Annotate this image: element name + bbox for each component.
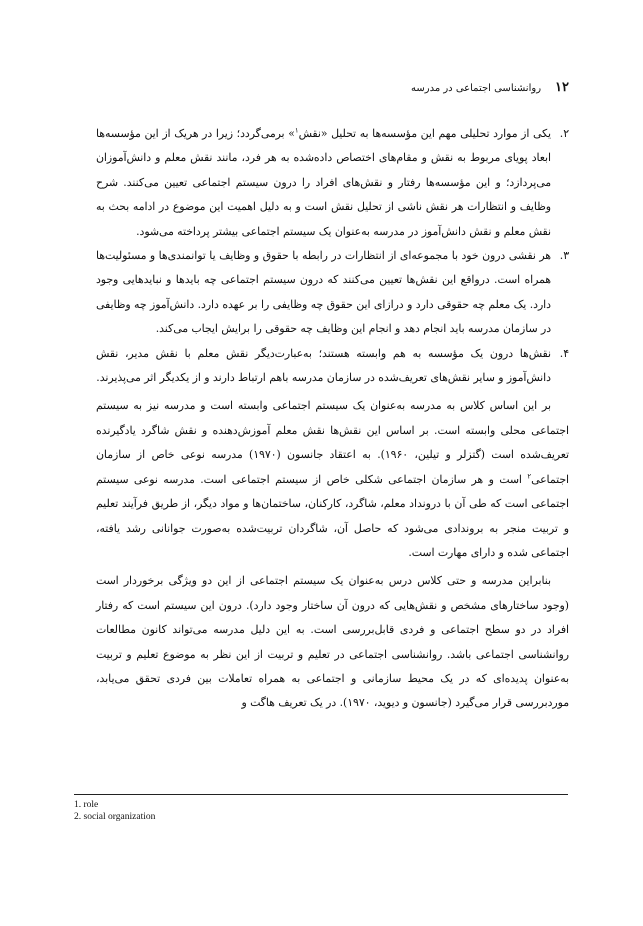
page-number: ۱۲ [555,80,569,95]
paragraph-text-cont: است و هر سازمان اجتماعی شکلی خاص از سیستم اجتماعی است. مدرسه نوعی سیستم اجتماعی است که طی آن با درونداد معلم، شاگرد، کارکنان، ساختمان‌ها و مواد دیگر، از طریق فرآیند تعلیم و تربیت منجر به بروندادی می‌شود که حاصل آن، شاگردان تربیت‌شده به‌صورت جوانانی رشد یافته، اجتماعی شده و دارای مهارت است. [96,472,569,559]
body-paragraph [96,569,569,715]
page-header [110,80,569,102]
footnote: 2. social organization [74,812,156,822]
list-item-text: یکی از موارد تحلیلی مهم این مؤسسه‌ها به تحلیل «نقش [298,127,551,140]
list-item-text-cont: » برمی‌گردد؛ زیرا در هریک از این مؤسسه‌ها ابعاد پویای مربوط به نقش و مقام‌های اختصاص داده‌شده به هر فرد، مانند نقش معلم و دانش‌آموزان می‌پردازد؛ و این مؤسسه‌ها رفتار و نقش‌های افراد را درون سیستم اجتماعی تعیین می‌کنند. شرح وظایف و انتظارات هر نقش ناشی از تحلیل نقش است و به دلیل اهمیت این موضوع در ادامه بحث به نقش معلم و نقش دانش‌آموز در مدرسه به‌عنوان یک سیستم اجتماعی بیشتر پرداخته می‌شود. [96,127,551,238]
paragraph-text: بر این اساس کلاس به مدرسه به‌عنوان یک سیستم اجتماعی وابسته است و مدرسه نیز به سیستم اجتماعی محلی وابسته است. بر اساس این نقش‌ها نقش معلم آموزش‌دهنده و نقش شاگرد یادگیرنده تعریف‌شده است (گتزلر و تیلین، ۱۹۶۰). به اعتقاد جانسون (۱۹۷۰) مدرسه نوعی خاص از سازمان اجتماعی [96,399,569,486]
footnote-marker: ۱ [294,126,299,135]
footnotes [74,799,155,823]
footnote: 1. role [74,800,99,810]
list-item [96,244,569,342]
list-item-number: ۴. [559,346,569,360]
page-body [96,122,569,716]
list-item-text: هر نقشی درون خود با مجموعه‌ای از انتظارات در رابطه با حقوق و وظایف یا توانمندی‌ها و مسئولیت‌ها همراه است. درواقع این نقش‌ها تعیین می‌کنند که درون سیستم اجتماعی چه بایدها و نبایدهایی وجود دارد. یک معلم چه حقوقی دارد و درازای این حقوق چه وظایفی را بر عهده دارد. دانش‌آموز چه وظایفی در سازمان مدرسه باید انجام دهد و انجام این وظایف چه حقوقی را برایش ایجاب می‌کند. [96,249,551,336]
running-title: روانشناسی اجتماعی در مدرسه [411,83,542,94]
body-paragraph [96,394,569,565]
list-item [96,122,569,244]
footnote-divider [74,794,568,795]
list-item-text: نقش‌ها درون یک مؤسسه به هم وابسته هستند؛ به‌عبارت‌دیگر نقش معلم با نقش مدیر، نقش دانش‌آموز و سایر نقش‌های تعریف‌شده در سازمان مدرسه باهم ارتباط دارند و از یکدیگر اثر می‌پذیرند. [96,346,551,385]
list-item-number: ۲. [559,127,569,140]
numbered-list [96,122,569,390]
list-item [96,342,569,391]
paragraph-text: بنابراین مدرسه و حتی کلاس درس به‌عنوان یک سیستم اجتماعی از این دو ویژگی برخوردار است (وجود ساختارهای مشخص و نقش‌هایی که درون آن ساختار وجود دارد). درون این سیستم است که رفتار افراد در دو سطح اجتماعی و فردی قابل‌بررسی است. به این دلیل مدرسه می‌تواند کانون مطالعات روانشناسی اجتماعی باشد. روانشناسی اجتماعی در تعلیم و تربیت از این نظر به موضوع تعلیم و تربیت به‌عنوان پدیده‌ای که در یک محیط سازمانی و اجتماعی به همراه تعاملات بین فردی تحقق می‌یابد، موردبررسی قرار می‌گیرد (جانسون و دیوید، ۱۹۷۰). در یک تعریف هاگت و [96,574,569,710]
list-item-number: ۳. [559,249,569,263]
footnote-marker: ۲ [527,472,532,481]
